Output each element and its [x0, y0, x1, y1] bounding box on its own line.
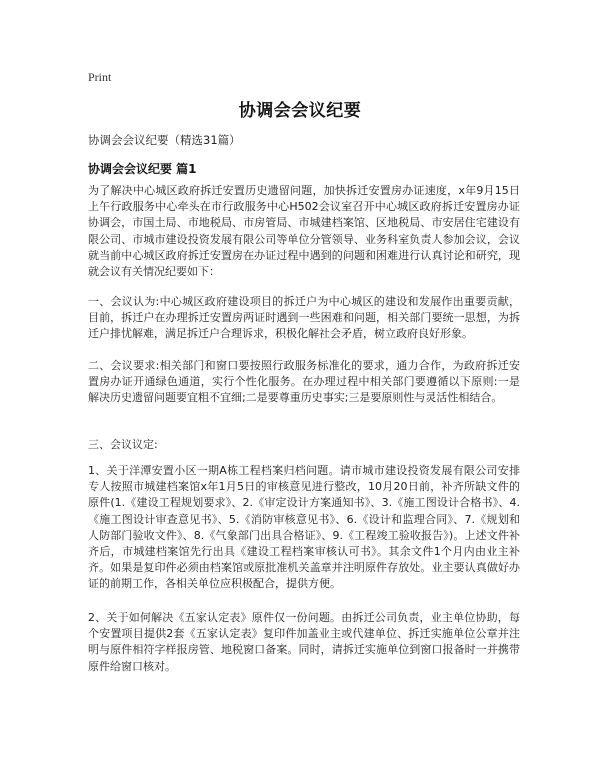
print-label[interactable]: Print: [88, 70, 112, 84]
paragraph-opinion: 一、会议认为:中心城区政府建设项目的拆迁户为中心城区的建设和发展作出重要贡献，目前，拆迁户在办理拆迁安置房两证时遇到一些困难和问题，相关部门要统一思想，为拆迁户排忧解难，满足拆迁户合理诉求，积极化解社会矛盾，树立政府良好形象。: [88, 295, 520, 341]
paragraph-item-2: 2、关于如何解决《五家认定表》原件仅一份问题。由拆迁公司负责，业主单位协助，每个安置项目提供2套《五家认定表》复印件加盖业主或代建单位、拆迁实施单位公章并注明与原件相符字样报房管、地税窗口备案。同时，请拆迁实施单位到窗口报备时一并携带原件给窗口核对。: [88, 611, 520, 673]
paragraph-intro: 为了解决中心城区政府拆迁安置历史遗留问题，加快拆迁安置房办证速度，x年9月15日上午行政服务中心牵头在市行政服务中心H502会议室召开中心城区政府拆迁安置房办证协调会，市国土局、市地税局、市房管局、市城建档案馆、区地税局、市安居住宅建设有限公司、市城市建设投资发展有限公司等单位分管领导、业务科室负责人参加会议，会议就当前中心城区政府拆迁安置房在办证过程中遇到的问题和困难进行认真讨论和研究，现就会议有关情况纪要如下：: [88, 184, 520, 279]
paragraph-resolution-heading: 三、会议议定:: [88, 438, 158, 451]
paragraph-item-1: 1、关于洋潭安置小区一期A栋工程档案归档问题。请市城市建设投资发展有限公司安排专人按照市城建档案馆x年1月5日的审核意见进行整改，10月20日前，补齐所缺文件的原件(1.《建设工程规划要求》、2.《审定设计方案通知书》、3.《施工图设计合格书》、4.《施工图设计审查意见书》、5.《消防审核意见书》、6.《设计和监理合同》、7.《规划和人防部门验收文件》、8.《气象部门出具合格证》、9.《工程竣工验收报告》)。上述文件补齐后，市城建档案馆先行出具《建设工程档案审核认可书》。其余文件1个月内由业主补齐。如果是复印件必须由档案馆或原批准机关盖章并注明原件存放处。业主要认真做好办证的前期工作，各相关单位应积极配合，提供方便。: [88, 464, 520, 591]
document-subtitle: 协调会会议纪要（精选31篇）: [88, 133, 241, 147]
document-title: 协调会会议纪要: [238, 101, 362, 121]
paragraph-requirement: 二、会议要求:相关部门和窗口要按照行政服务标准化的要求，通力合作，为政府拆迁安置房办证开通绿色通道，实行个性化服务。在办理过程中相关部门要遵循以下原则:一是解决历史遗留问题要宜粗不宜细;二是要尊重历史事实;三是要原则性与灵活性相结合。: [88, 359, 520, 405]
section-heading: 协调会会议纪要 篇1: [88, 162, 197, 176]
